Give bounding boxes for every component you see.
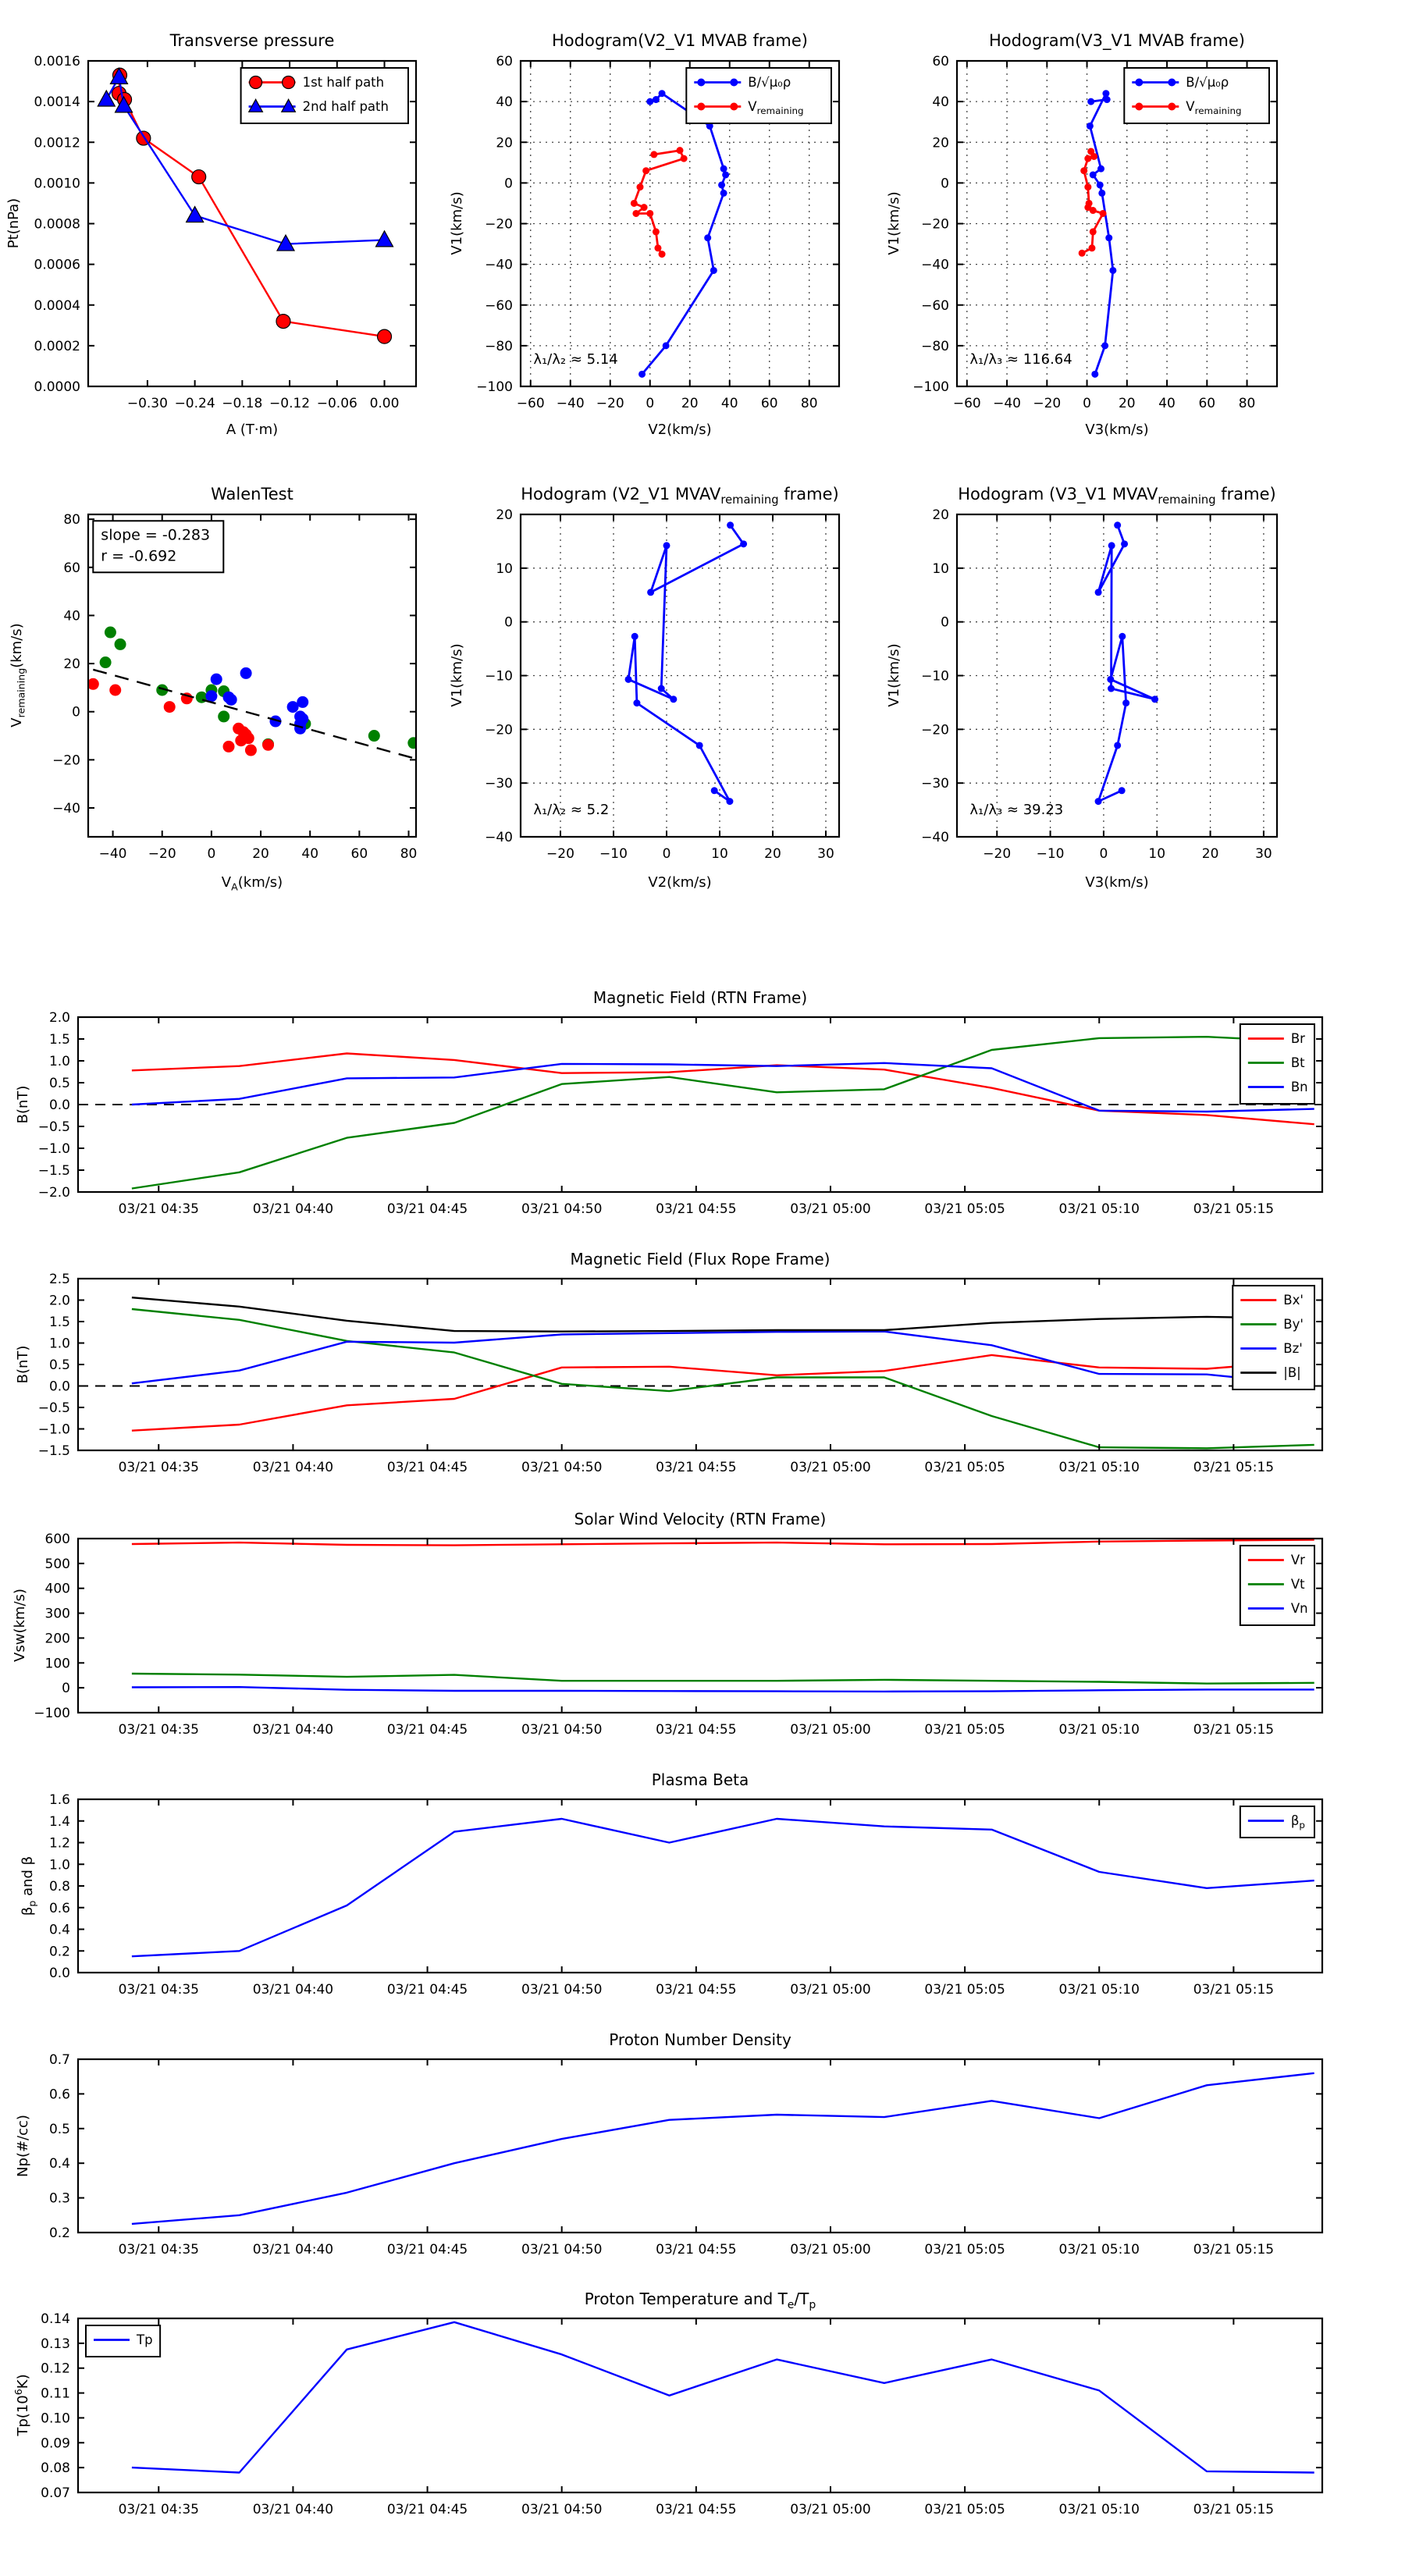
svg-text:−20: −20 (148, 846, 176, 862)
svg-text:20: 20 (496, 135, 513, 151)
hodogram-v2v1-mvab-plot (431, 26, 855, 441)
svg-text:−20: −20 (983, 846, 1012, 862)
solar-wind-velocity-plot (0, 1503, 1405, 1752)
svg-text:Bz': Bz' (1283, 1341, 1303, 1356)
svg-text:40: 40 (63, 608, 80, 624)
svg-text:Bt: Bt (1290, 1055, 1305, 1070)
svg-text:−0.24: −0.24 (174, 396, 215, 411)
xlabel-hodogram-v2v1-mvab: V2(km/s) (648, 422, 712, 438)
svg-text:0.0002: 0.0002 (34, 338, 80, 354)
svg-text:−0.12: −0.12 (269, 396, 311, 411)
svg-text:03/21 04:45: 03/21 04:45 (386, 2502, 468, 2517)
svg-text:03/21 04:55: 03/21 04:55 (656, 1982, 737, 1998)
svg-text:−80: −80 (485, 338, 513, 354)
svg-text:−0.18: −0.18 (222, 396, 263, 411)
svg-text:0.0016: 0.0016 (34, 54, 80, 69)
svg-text:20: 20 (764, 846, 781, 862)
svg-text:0.07: 0.07 (41, 2485, 70, 2501)
svg-text:03/21 04:45: 03/21 04:45 (386, 1982, 468, 1998)
svg-text:−30: −30 (921, 776, 949, 792)
svg-text:03/21 04:55: 03/21 04:55 (656, 1722, 737, 1738)
chart-title-hodogram-v3v1-mvab: Hodogram(V3_V1 MVAB frame) (989, 31, 1245, 50)
svg-text:1.5: 1.5 (48, 1032, 70, 1048)
svg-text:0.0: 0.0 (48, 1098, 70, 1113)
svg-text:03/21 04:35: 03/21 04:35 (118, 1722, 199, 1738)
svg-text:80: 80 (1238, 396, 1256, 411)
svg-text:−0.5: −0.5 (37, 1119, 70, 1135)
svg-text:0.0012: 0.0012 (34, 135, 80, 151)
svg-text:60: 60 (496, 54, 513, 69)
svg-text:03/21 05:10: 03/21 05:10 (1058, 2502, 1140, 2517)
svg-text:0.2: 0.2 (48, 2226, 70, 2241)
svg-text:0.09: 0.09 (41, 2435, 70, 2452)
walen-test-plot (0, 479, 432, 891)
svg-text:0.0014: 0.0014 (34, 94, 80, 111)
svg-text:−40: −40 (556, 396, 585, 411)
hodogram-v2v1-mvav-plot (431, 479, 855, 891)
svg-text:2.5: 2.5 (48, 1272, 70, 1287)
svg-text:−10: −10 (485, 668, 513, 685)
chart-title-proton-number-density: Proton Number Density (609, 2030, 791, 2049)
svg-text:λ₁/λ₃ ≈ 116.64: λ₁/λ₃ ≈ 116.64 (969, 350, 1072, 368)
svg-text:20: 20 (932, 135, 949, 151)
svg-text:1.2: 1.2 (48, 1835, 70, 1852)
svg-text:0.8: 0.8 (48, 1879, 70, 1895)
svg-text:1st half path: 1st half path (302, 75, 385, 90)
svg-text:03/21 04:55: 03/21 04:55 (656, 2242, 737, 2258)
svg-text:03/21 05:15: 03/21 05:15 (1193, 2502, 1275, 2517)
svg-text:20: 20 (681, 396, 699, 411)
svg-text:0.0006: 0.0006 (34, 257, 80, 273)
svg-text:03/21 05:00: 03/21 05:00 (790, 2242, 871, 2258)
svg-text:03/21 05:15: 03/21 05:15 (1193, 1722, 1275, 1738)
svg-text:λ₁/λ₃ ≈ 39.23: λ₁/λ₃ ≈ 39.23 (969, 802, 1064, 819)
svg-text:0: 0 (504, 614, 513, 631)
xlabel-transverse-pressure: A (T·m) (226, 422, 279, 438)
svg-text:80: 80 (63, 512, 80, 528)
svg-text:0: 0 (1083, 396, 1091, 411)
svg-text:03/21 05:00: 03/21 05:00 (790, 1722, 871, 1738)
chart-title-transverse-pressure: Transverse pressure (169, 31, 335, 50)
svg-text:−20: −20 (921, 216, 949, 233)
svg-text:03/21 05:05: 03/21 05:05 (924, 1982, 1005, 1998)
svg-text:1.0: 1.0 (48, 1054, 70, 1069)
svg-text:1.4: 1.4 (48, 1813, 70, 1830)
svg-text:λ₁/λ₂ ≈ 5.14: λ₁/λ₂ ≈ 5.14 (533, 350, 618, 368)
svg-text:1.5: 1.5 (48, 1315, 70, 1330)
svg-text:|B|: |B| (1283, 1365, 1301, 1380)
svg-text:03/21 04:50: 03/21 04:50 (521, 1982, 603, 1998)
svg-text:03/21 04:40: 03/21 04:40 (252, 1460, 334, 1475)
svg-text:03/21 05:15: 03/21 05:15 (1193, 1982, 1275, 1998)
chart-title-magnetic-field-rtn: Magnetic Field (RTN Frame) (592, 988, 808, 1007)
svg-text:40: 40 (496, 94, 513, 111)
svg-text:−40: −40 (993, 396, 1022, 411)
svg-text:−10: −10 (1036, 846, 1065, 862)
svg-text:−100: −100 (912, 379, 949, 395)
svg-text:03/21 05:05: 03/21 05:05 (924, 1722, 1005, 1738)
svg-text:1.0: 1.0 (48, 1336, 70, 1352)
svg-text:Bx': Bx' (1283, 1293, 1304, 1308)
svg-text:03/21 05:00: 03/21 05:00 (790, 1460, 871, 1475)
svg-text:60: 60 (350, 846, 368, 862)
svg-text:B/√μ₀ρ: B/√μ₀ρ (1186, 75, 1229, 90)
svg-text:03/21 05:10: 03/21 05:10 (1058, 2242, 1140, 2258)
svg-text:0.0: 0.0 (48, 1379, 70, 1395)
svg-text:60: 60 (1198, 396, 1216, 411)
svg-text:80: 80 (400, 846, 418, 862)
svg-text:λ₁/λ₂ ≈ 5.2: λ₁/λ₂ ≈ 5.2 (533, 802, 610, 819)
svg-text:0.5: 0.5 (48, 1076, 70, 1091)
svg-text:03/21 05:05: 03/21 05:05 (924, 1201, 1005, 1217)
svg-text:03/21 04:45: 03/21 04:45 (386, 1460, 468, 1475)
svg-text:03/21 04:45: 03/21 04:45 (386, 2242, 468, 2258)
ylabel-hodogram-v2v1-mvav: V1(km/s) (449, 643, 465, 707)
svg-text:300: 300 (44, 1606, 70, 1622)
svg-text:0.0008: 0.0008 (34, 216, 80, 233)
svg-text:0.12: 0.12 (41, 2361, 70, 2377)
svg-text:03/21 05:00: 03/21 05:00 (790, 2502, 871, 2517)
svg-text:03/21 05:10: 03/21 05:10 (1058, 1460, 1140, 1475)
svg-text:B/√μ₀ρ: B/√μ₀ρ (748, 75, 791, 90)
svg-text:−10: −10 (599, 846, 628, 862)
svg-text:60: 60 (63, 560, 80, 576)
svg-text:10: 10 (1148, 846, 1166, 862)
svg-text:0.6: 0.6 (48, 2087, 70, 2103)
svg-text:0: 0 (207, 846, 216, 862)
chart-title-hodogram-v2v1-mvav: Hodogram (V2_V1 $MVAV_{remaining}$ frame) (521, 485, 839, 507)
proton-temperature-plot (0, 2283, 1405, 2532)
xlabel-hodogram-v3v1-mvav: V3(km/s) (1085, 874, 1149, 891)
svg-text:slope = -0.283: slope = -0.283 (101, 526, 211, 544)
magnetic-field-rtn-plot (0, 982, 1405, 1232)
svg-text:Vt: Vt (1290, 1577, 1305, 1592)
svg-text:03/21 04:35: 03/21 04:35 (118, 1201, 199, 1217)
svg-text:0: 0 (1099, 846, 1108, 862)
hodogram-v3v1-mvab-plot (867, 26, 1304, 441)
svg-text:30: 30 (1255, 846, 1272, 862)
ylabel-proton-number-density: Np(#/cc) (15, 2115, 31, 2177)
svg-text:20: 20 (63, 656, 80, 673)
ylabel-hodogram-v3v1-mvab: V1(km/s) (886, 191, 902, 255)
svg-text:03/21 04:35: 03/21 04:35 (118, 1460, 199, 1475)
chart-title-hodogram-v2v1-mvab: Hodogram(V2_V1 MVAB frame) (552, 31, 808, 50)
svg-text:40: 40 (932, 94, 949, 111)
svg-text:Vremaining​: $V_{remaining}$ (748, 99, 804, 116)
chart-title-proton-temperature: Proton Temperature and $T_e/T_p$ (584, 2290, 816, 2311)
chart-title-plasma-beta: Plasma Beta (651, 1770, 749, 1789)
svg-text:Tp: Tp (137, 2332, 153, 2347)
svg-text:0: 0 (662, 846, 671, 862)
svg-text:10: 10 (496, 560, 513, 577)
svg-text:10: 10 (932, 560, 949, 577)
svg-text:Vremaining​: $V_{remaining}$ (1186, 99, 1242, 116)
svg-text:0: 0 (646, 396, 655, 411)
svg-text:60: 60 (932, 54, 949, 69)
svg-text:−20: −20 (546, 846, 574, 862)
svg-text:60: 60 (760, 396, 778, 411)
svg-text:03/21 04:50: 03/21 04:50 (521, 2242, 603, 2258)
svg-text:−20: −20 (1033, 396, 1062, 411)
svg-text:03/21 04:50: 03/21 04:50 (521, 1460, 603, 1475)
svg-text:2.0: 2.0 (48, 1293, 70, 1309)
svg-text:−0.06: −0.06 (316, 396, 357, 411)
svg-text:0.10: 0.10 (41, 2411, 70, 2427)
svg-text:−2.0: −2.0 (37, 1185, 70, 1201)
svg-text:40: 40 (1158, 396, 1176, 411)
svg-text:03/21 05:15: 03/21 05:15 (1193, 1201, 1275, 1217)
svg-text:−10: −10 (921, 668, 949, 685)
svg-text:−60: −60 (952, 396, 981, 411)
chart-title-hodogram-v3v1-mvav: Hodogram (V3_V1 $MVAV_{remaining}$ frame) (958, 485, 1276, 507)
svg-text:03/21 04:35: 03/21 04:35 (118, 2502, 199, 2517)
svg-text:−20: −20 (921, 722, 949, 738)
svg-text:20: 20 (252, 846, 269, 862)
svg-text:03/21 04:45: 03/21 04:45 (386, 1201, 468, 1217)
svg-text:400: 400 (44, 1581, 70, 1597)
svg-text:0.5: 0.5 (48, 2121, 70, 2137)
svg-text:0: 0 (941, 614, 949, 631)
svg-text:03/21 05:00: 03/21 05:00 (790, 1201, 871, 1217)
svg-text:600: 600 (44, 1532, 70, 1547)
svg-text:0.14: 0.14 (41, 2311, 70, 2327)
svg-text:80: 80 (800, 396, 818, 411)
svg-text:03/21 04:40: 03/21 04:40 (252, 2242, 334, 2258)
svg-text:−40: −40 (485, 830, 513, 845)
svg-text:βp​: $\beta_p$ (1290, 1813, 1305, 1831)
svg-text:−20: −20 (52, 753, 80, 769)
svg-text:−1.5: −1.5 (37, 1163, 70, 1179)
svg-text:0: 0 (62, 1681, 70, 1697)
hodogram-v3v1-mvav-plot (867, 479, 1304, 891)
ylabel-hodogram-v3v1-mvav: V1(km/s) (886, 643, 902, 707)
svg-text:−0.30: −0.30 (126, 396, 168, 411)
svg-text:−40: −40 (485, 257, 513, 273)
svg-text:−40: −40 (921, 257, 949, 273)
svg-text:0: 0 (72, 704, 80, 720)
xlabel-walen-test: $V_A(km/s)$ (221, 874, 283, 893)
svg-text:03/21 04:35: 03/21 04:35 (118, 2242, 199, 2258)
ylabel-transverse-pressure: Pt(nPa) (5, 197, 22, 249)
svg-text:−20: −20 (596, 396, 624, 411)
svg-text:1.0: 1.0 (48, 1857, 70, 1873)
svg-text:0.7: 0.7 (48, 2052, 70, 2068)
svg-text:200: 200 (44, 1631, 70, 1647)
svg-text:03/21 04:55: 03/21 04:55 (656, 1201, 737, 1217)
ylabel-proton-temperature: $Tp(10^6K)$ (12, 2374, 31, 2436)
xlabel-hodogram-v2v1-mvav: V2(km/s) (648, 874, 712, 891)
svg-text:0.4: 0.4 (48, 1922, 70, 1938)
svg-text:03/21 05:10: 03/21 05:10 (1058, 1201, 1140, 1217)
svg-text:03/21 05:05: 03/21 05:05 (924, 1460, 1005, 1475)
svg-text:r = -0.692: r = -0.692 (101, 547, 177, 565)
svg-text:0.4: 0.4 (48, 2156, 70, 2172)
svg-text:20: 20 (1201, 846, 1219, 862)
svg-text:−60: −60 (516, 396, 545, 411)
svg-text:500: 500 (44, 1556, 70, 1572)
svg-text:03/21 05:05: 03/21 05:05 (924, 2502, 1005, 2517)
svg-text:Vn: Vn (1290, 1601, 1308, 1616)
svg-text:03/21 04:45: 03/21 04:45 (386, 1722, 468, 1738)
svg-text:2nd half path: 2nd half path (302, 99, 389, 114)
chart-title-solar-wind-velocity: Solar Wind Velocity (RTN Frame) (574, 1510, 827, 1528)
svg-text:0.2: 0.2 (48, 1944, 70, 1960)
svg-text:By': By' (1283, 1317, 1304, 1332)
svg-text:10: 10 (711, 846, 728, 862)
svg-text:−30: −30 (485, 776, 513, 792)
svg-text:0.0004: 0.0004 (34, 297, 80, 314)
svg-text:03/21 05:10: 03/21 05:10 (1058, 1722, 1140, 1738)
svg-text:40: 40 (301, 846, 319, 862)
svg-text:1.6: 1.6 (48, 1792, 70, 1808)
svg-text:Bn: Bn (1290, 1080, 1308, 1094)
svg-text:03/21 04:40: 03/21 04:40 (252, 1722, 334, 1738)
svg-text:40: 40 (720, 396, 738, 411)
svg-text:03/21 04:40: 03/21 04:40 (252, 1201, 334, 1217)
svg-text:03/21 04:35: 03/21 04:35 (118, 1982, 199, 1998)
svg-text:−0.5: −0.5 (37, 1400, 70, 1416)
svg-text:20: 20 (1118, 396, 1136, 411)
ylabel-magnetic-field-rtn: B(nT) (15, 1085, 31, 1124)
svg-text:−100: −100 (34, 1706, 70, 1721)
svg-text:−1.0: −1.0 (37, 1421, 70, 1438)
svg-text:03/21 04:50: 03/21 04:50 (521, 1722, 603, 1738)
svg-text:0.0: 0.0 (48, 1966, 70, 1981)
svg-text:03/21 04:40: 03/21 04:40 (252, 2502, 334, 2517)
svg-text:−40: −40 (52, 801, 80, 817)
svg-text:Br: Br (1290, 1031, 1305, 1046)
svg-text:30: 30 (817, 846, 834, 862)
svg-text:03/21 05:00: 03/21 05:00 (790, 1982, 871, 1998)
svg-text:−80: −80 (921, 338, 949, 354)
svg-text:Vr: Vr (1290, 1553, 1305, 1567)
xlabel-hodogram-v3v1-mvab: V3(km/s) (1085, 422, 1149, 438)
svg-text:0: 0 (941, 176, 949, 192)
ylabel-solar-wind-velocity: Vsw(km/s) (12, 1589, 28, 1662)
svg-text:0.0010: 0.0010 (34, 176, 80, 192)
chart-title-magnetic-field-flux-rope: Magnetic Field (Flux Rope Frame) (570, 1250, 831, 1268)
ylabel-magnetic-field-flux-rope: B(nT) (15, 1345, 31, 1384)
svg-text:0.13: 0.13 (41, 2336, 70, 2352)
chart-title-walen-test: WalenTest (211, 485, 293, 503)
svg-text:03/21 05:15: 03/21 05:15 (1193, 2242, 1275, 2258)
svg-text:0.00: 0.00 (369, 396, 400, 411)
svg-text:03/21 04:50: 03/21 04:50 (521, 1201, 603, 1217)
svg-text:20: 20 (496, 507, 513, 523)
svg-text:2.0: 2.0 (48, 1010, 70, 1026)
svg-text:−1.5: −1.5 (37, 1443, 70, 1459)
svg-text:−60: −60 (485, 297, 513, 314)
svg-text:0.3: 0.3 (48, 2190, 70, 2207)
svg-text:03/21 04:40: 03/21 04:40 (252, 1982, 334, 1998)
svg-text:03/21 04:55: 03/21 04:55 (656, 1460, 737, 1475)
svg-text:0.5: 0.5 (48, 1357, 70, 1373)
svg-text:−100: −100 (476, 379, 513, 395)
svg-text:0.08: 0.08 (41, 2460, 70, 2477)
svg-text:20: 20 (932, 507, 949, 523)
plasma-beta-plot (0, 1764, 1405, 2012)
ylabel-walen-test: $V_{remaining}(km/s)$ (9, 623, 27, 728)
svg-text:−40: −40 (921, 830, 949, 845)
proton-number-density-plot (0, 2024, 1405, 2272)
svg-text:03/21 05:10: 03/21 05:10 (1058, 1982, 1140, 1998)
svg-text:0.11: 0.11 (41, 2386, 70, 2402)
svg-text:03/21 05:15: 03/21 05:15 (1193, 1460, 1275, 1475)
svg-text:100: 100 (44, 1656, 70, 1672)
svg-text:03/21 04:55: 03/21 04:55 (656, 2502, 737, 2517)
svg-text:−20: −20 (485, 722, 513, 738)
svg-text:−40: −40 (98, 846, 127, 862)
svg-text:0: 0 (504, 176, 513, 192)
svg-text:03/21 04:50: 03/21 04:50 (521, 2502, 603, 2517)
svg-text:−1.0: −1.0 (37, 1141, 70, 1157)
ylabel-plasma-beta: $\beta_p$ and β (20, 1856, 38, 1916)
svg-text:−20: −20 (485, 216, 513, 233)
svg-text:0.6: 0.6 (48, 1900, 70, 1916)
svg-text:0.0000: 0.0000 (34, 379, 80, 395)
svg-text:03/21 05:05: 03/21 05:05 (924, 2242, 1005, 2258)
ylabel-hodogram-v2v1-mvab: V1(km/s) (449, 191, 465, 255)
transverse-pressure-plot (0, 26, 432, 441)
magnetic-field-flux-rope-plot (0, 1244, 1405, 1490)
svg-text:−60: −60 (921, 297, 949, 314)
